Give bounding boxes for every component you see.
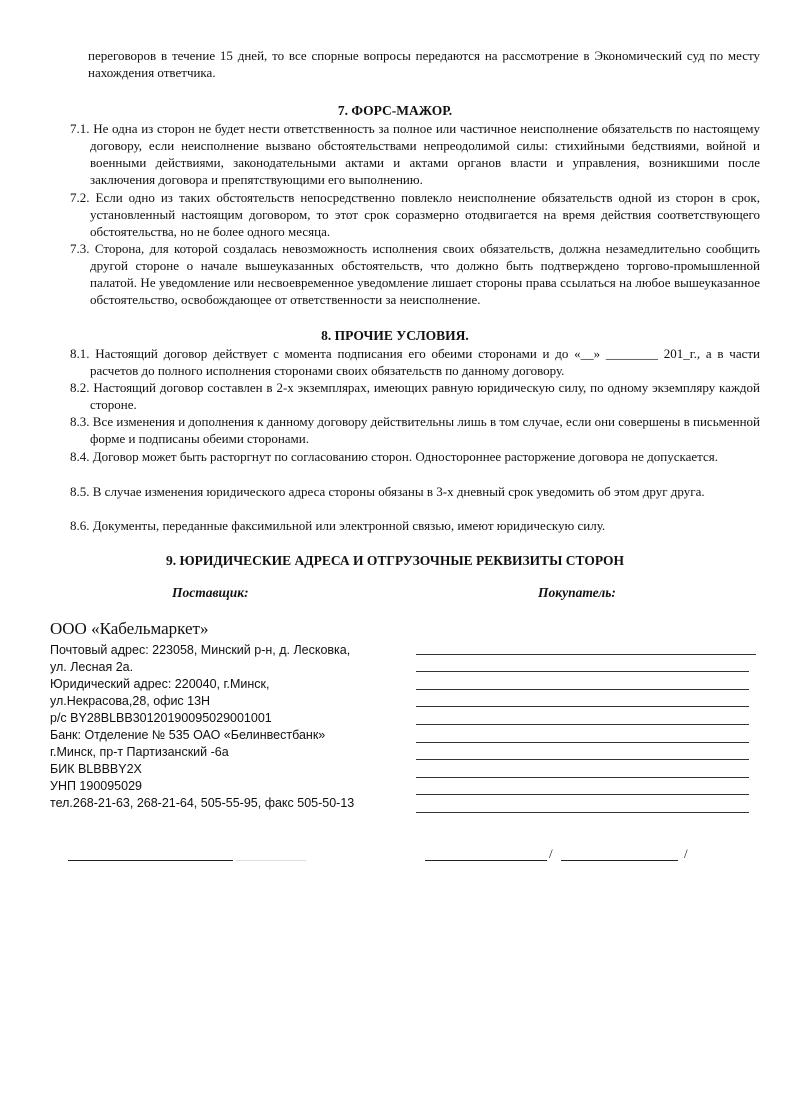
supplier-legal-street: ул.Некрасова,28, офис 13Н — [50, 694, 211, 708]
supplier-phones: тел.268-21-63, 268-21-64, 505-55-95, факс 505-50-13 — [50, 796, 355, 810]
clause-8-3: 8.3. Все изменения и дополнения к данному договору действительны лишь в том случае, если они совершены в письменной форме и подписаны обеими сторонами. — [70, 414, 760, 446]
buyer-blank-line[interactable] — [416, 778, 749, 796]
section-8-title: 8. ПРОЧИЕ УСЛОВИЯ. — [321, 328, 469, 343]
supplier-details — [50, 618, 390, 812]
buyer-blank-line[interactable] — [416, 743, 749, 761]
buyer-blank-line[interactable] — [416, 795, 749, 813]
clause-8-6: 8.6. Документы, переданные факсимильной или электронной связью, имеют юридическую силу. — [70, 518, 606, 533]
signature-end-separator: / — [684, 846, 688, 861]
buyer-blank-line[interactable] — [416, 655, 749, 673]
clause-7-3: 7.3. Сторона, для которой создалась невозможность исполнения своих обязательств, должна незамедлительно сообщить другой стороне о начале вышеуказанных обстоятельств, что должно быть подтверждено торгово-промышленной палатой. Не уведомление или несвоевременное уведомление лишает стороны права ссылаться на любое вышеуказанное обстоятельство, освобождающее от ответственности за неисполнение. — [70, 241, 760, 307]
clause-7-2: 7.2. Если одно из таких обстоятельств непосредственно повлекло неисполнение обязательств одной из сторон в срок, установленный настоящим договором, то этот срок соразмерно отодвигается на время действия соответствующего обстоятельства, но не более одного месяца. — [70, 190, 760, 239]
clause-7-1: 7.1. Не одна из сторон не будет нести ответственность за полное или частичное неисполнение обязательств по настоящему договору, если неисполнение вызвано обстоятельствами непреодолимой силы: стихийными бедствиями, войной и военными действиями, законодательными актами и актами органов власти и управления, возникшими после заключения договора и препятствующими его выполнению. — [70, 121, 760, 187]
buyer-blank-line[interactable] — [416, 690, 749, 708]
signature-separator: / — [549, 846, 553, 861]
supplier-postal-address: Почтовый адрес: 223058, Минский р-н, д. Лесковка, — [50, 643, 351, 657]
buyer-blank-line[interactable] — [416, 707, 749, 725]
supplier-bic: БИК BLBBBY2X — [50, 762, 142, 776]
supplier-unp: УНП 190095029 — [50, 779, 142, 793]
supplier-bank-name: Банк: Отделение № 535 ОАО «Белинвестбанк» — [50, 728, 326, 742]
clause-8-2: 8.2. Настоящий договор составлен в 2-х экземплярах, имеющих равную юридическую силу, по одному экземпляру каждой стороне. — [70, 380, 760, 412]
buyer-name-line[interactable] — [561, 859, 678, 861]
supplier-label: Поставщик: — [172, 585, 249, 600]
buyer-blank-line[interactable] — [416, 637, 756, 655]
buyer-blank-line[interactable] — [416, 725, 749, 743]
supplier-legal-address: Юридический адрес: 220040, г.Минск, — [50, 677, 270, 691]
clause-8-4: 8.4. Договор может быть расторгнут по согласованию сторон. Одностороннее расторжение договора не допускается. — [70, 449, 719, 464]
clause-8-5: 8.5. В случае изменения юридического адреса стороны обязаны в 3-х дневный срок уведомить об этом друг друга. — [70, 484, 705, 499]
supplier-postal-street: ул. Лесная 2а. — [50, 660, 134, 674]
buyer-blank-line[interactable] — [416, 760, 749, 778]
clause-8-1: 8.1. Настоящий договор действует с момента подписания его обеими сторонами и до «__» ________ 201_г., а в части расчетов до полного исполнения сторонами своих обязательств по данному договору. — [70, 346, 760, 378]
supplier-bank-account: р/с BY28BLBB30120190095029001001 — [50, 711, 272, 725]
supplier-signature-line[interactable] — [68, 859, 233, 861]
section-7-title: 7. ФОРС-МАЖОР. — [337, 103, 453, 118]
buyer-details-blank — [416, 637, 756, 813]
buyer-blank-line[interactable] — [416, 672, 749, 690]
buyer-label: Покупатель: — [538, 585, 616, 600]
section-9-title: 9. ЮРИДИЧЕСКИЕ АДРЕСА И ОТГРУЗОЧНЫЕ РЕКВИЗИТЫ СТОРОН — [165, 553, 625, 568]
buyer-signature-line[interactable] — [425, 859, 547, 861]
supplier-company-name: ООО «Кабельмаркет» — [50, 619, 209, 638]
intro-paragraph: переговоров в течение 15 дней, то все спорные вопросы передаются на рассмотрение в Экономический суд по месту нахождения ответчика. — [88, 48, 760, 80]
supplier-name-line-faint — [236, 859, 306, 861]
supplier-bank-address: г.Минск, пр-т Партизанский -6а — [50, 745, 229, 759]
